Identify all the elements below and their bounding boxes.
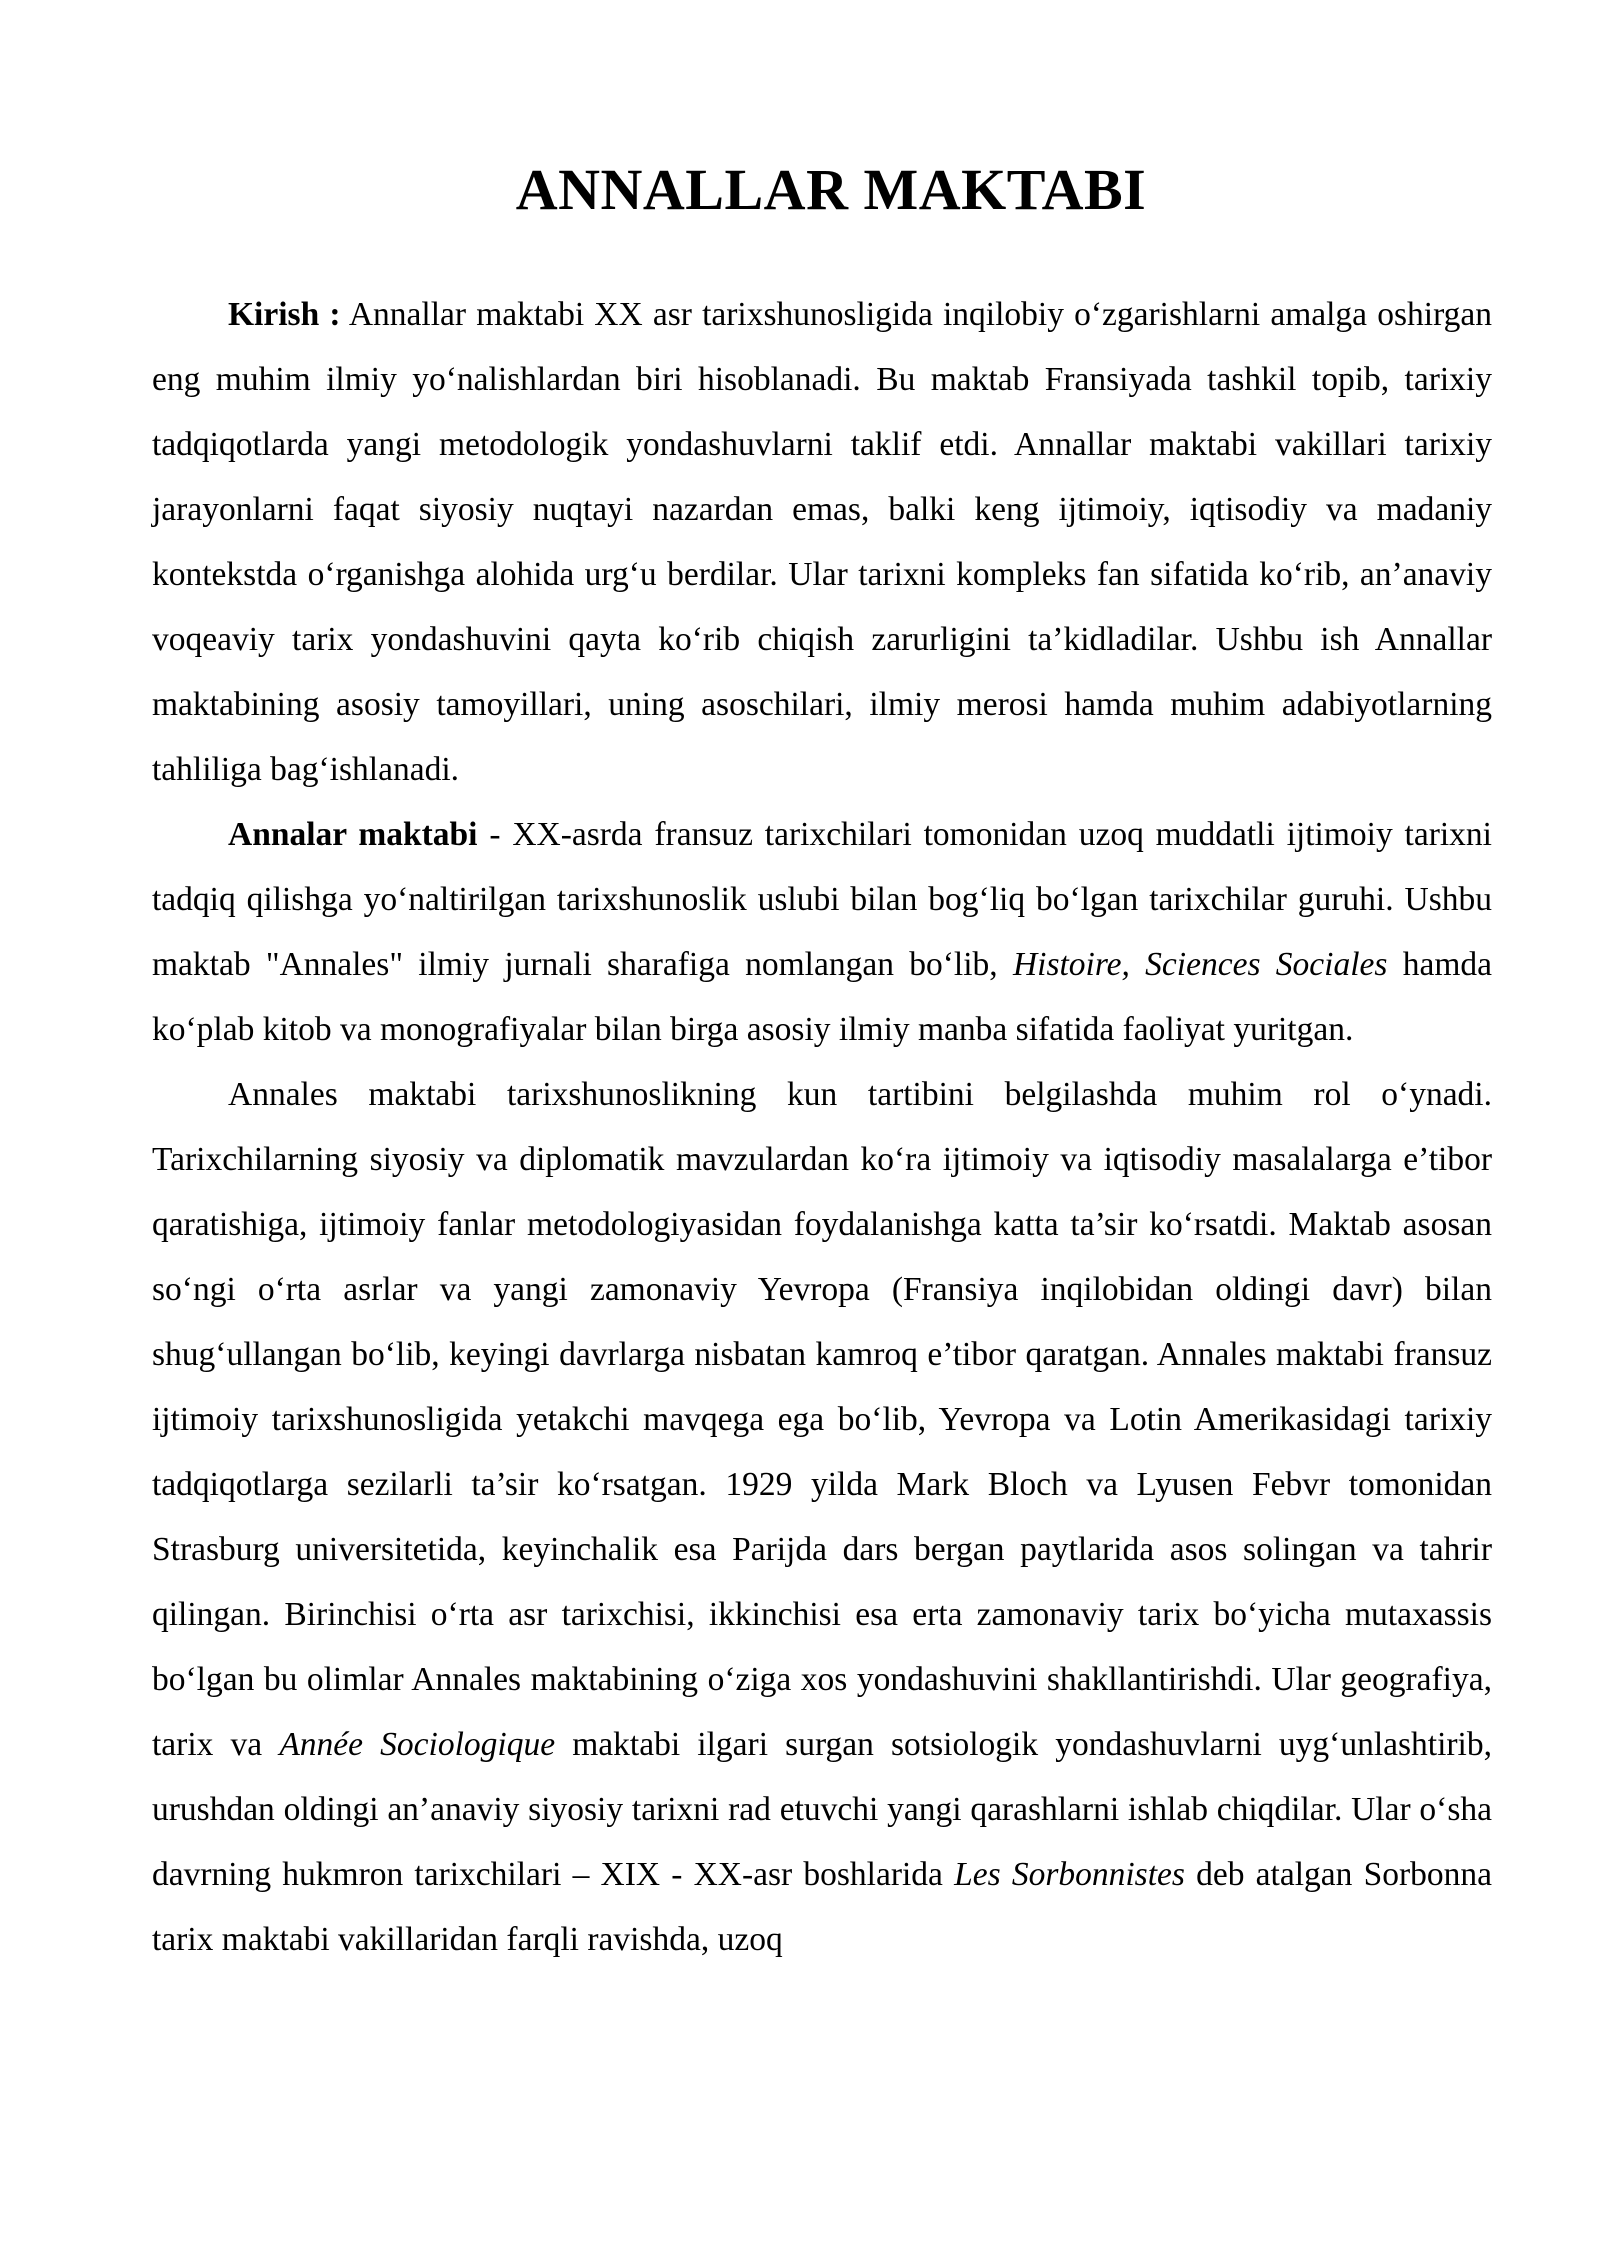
paragraph-introduction bbox=[152, 282, 1492, 802]
paragraph-history bbox=[152, 1062, 1492, 1972]
paragraph-text: maktabi ilgari surgan sotsiologik yondashuvlarni uyg‘unlashtirib, urushdan oldingi an’anaviy siyosiy tarixni rad etuvchi yangi qarashlarni ishlab chiqdilar. Ular o‘sha davrning hukmron tarixchilari – XIX - XX-asr boshlarida bbox=[152, 1726, 1492, 1893]
paragraph-lead: Kirish : bbox=[228, 296, 341, 333]
paragraph-lead: Annalar maktabi bbox=[228, 816, 478, 853]
paragraph-definition bbox=[152, 802, 1492, 1062]
paragraph-text: deb atalgan Sorbonna tarix maktabi vakillaridan farqli ravishda, uzoq bbox=[152, 1856, 1492, 1958]
document-body bbox=[152, 282, 1492, 1972]
school-name: Les Sorbonnistes bbox=[954, 1856, 1185, 1893]
page-title: ANNALLAR MAKTABI bbox=[515, 157, 1147, 222]
paragraph-text: hamda ko‘plab kitob va monografiyalar bilan birga asosiy ilmiy manba sifatida faoliyat yuritgan. bbox=[152, 946, 1493, 1048]
paragraph-text: - XX-asrda fransuz tarixchilari tomonidan uzoq muddatli ijtimoiy tarixni tadqiq qilishga yo‘naltirilgan tarixshunoslik uslubi bilan bog‘liq bo‘lgan tarixchilar guruhi. Ushbu maktab "Annales" ilmiy jurnali sharafiga nomlangan bo‘lib, bbox=[152, 816, 1492, 983]
paragraph-text: Annallar maktabi XX asr tarixshunosligida inqilobiy o‘zgarishlarni amalga oshirgan eng muhim ilmiy yo‘nalishlardan biri hisoblanadi. Bu maktab Fransiyada tashkil topib, tarixiy tadqiqotlarda yangi metodologik yondashuvlarni taklif etdi. Annallar maktabi vakillari tarixiy jarayonlarni faqat siyosiy nuqtayi nazardan emas, balki keng ijtimoiy, iqtisodiy va madaniy kontekstda o‘rganishga alohida urg‘u berdilar. Ular tarixni kompleks fan sifatida ko‘rib, an’anaviy voqeaviy tarix yondashuvini qayta ko‘rib chiqish zarurligini ta’kidladilar. Ushbu ish Annallar maktabining asosiy tamoyillari, uning asoschilari, ilmiy merosi hamda muhim adabiyotlarning tahliliga bag‘ishlanadi. bbox=[152, 296, 1492, 788]
paragraph-text: Annales maktabi tarixshunoslikning kun tartibini belgilashda muhim rol o‘ynadi. Tarixchilarning siyosiy va diplomatik mavzulardan ko‘ra ijtimoiy va iqtisodiy masalalarga e’tibor qaratishiga, ijtimoiy fanlar metodologiyasidan foydalanishga katta ta’sir ko‘rsatdi. Maktab asosan so‘ngi o‘rta asrlar va yangi zamonaviy Yevropa (Fransiya inqilobidan oldingi davr) bilan shug‘ullangan bo‘lib, keyingi davrlarga nisbatan kamroq e’tibor qaratgan. Annales maktabi fransuz ijtimoiy tarixshunosligida yetakchi mavqega ega bo‘lib, Yevropa va Lotin Amerikasidagi tarixiy tadqiqotlarga sezilarli ta’sir ko‘rsatgan. 1929 yilda Mark Bloch va Lyusen Febvr tomonidan Strasburg universitetida, keyinchalik esa Parijda dars bergan paytlarida asos solingan va tahrir qilingan. Birinchisi o‘rta asr tarixchisi, ikkinchisi esa erta zamonaviy tarix bo‘yicha mutaxassis bo‘lgan bu olimlar Annales maktabining o‘ziga xos yondashuvini shakllantirishdi. Ular geografiya, tarix va bbox=[152, 1076, 1492, 1763]
school-name: Année Sociologique bbox=[279, 1726, 556, 1763]
journal-title: Histoire, Sciences Sociales bbox=[1012, 946, 1388, 983]
